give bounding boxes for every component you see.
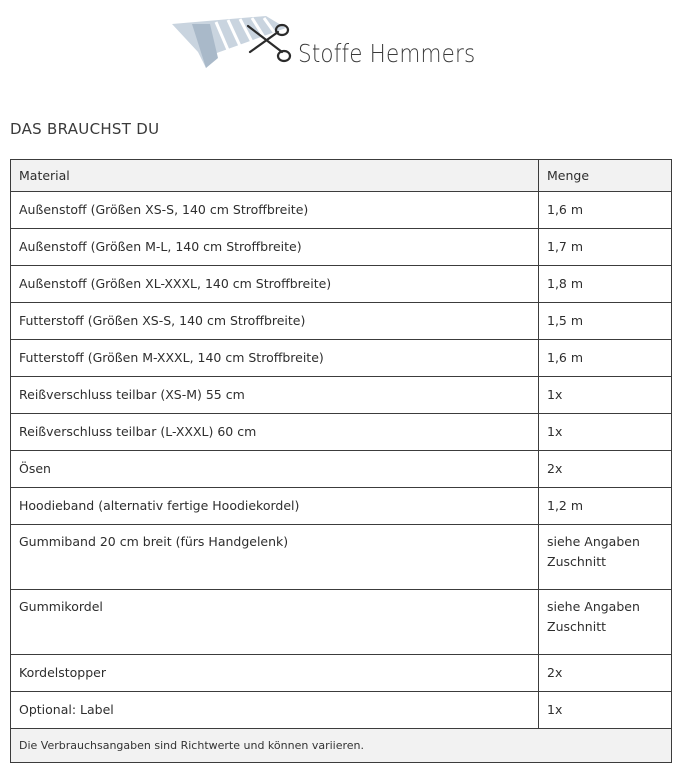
material-cell: Futterstoff (Größen M-XXXL, 140 cm Stroffbreite): [11, 340, 539, 377]
quantity-cell: 1x: [539, 377, 672, 414]
table-row: [11, 340, 672, 377]
table-row: [11, 655, 672, 692]
table-footnote: Die Verbrauchsangaben sind Richtwerte und können variieren.: [11, 729, 672, 763]
table-row: [11, 488, 672, 525]
quantity-cell: 1x: [539, 692, 672, 729]
quantity-cell: 1,6 m: [539, 340, 672, 377]
material-cell: Futterstoff (Größen XS-S, 140 cm Stroffbreite): [11, 303, 539, 340]
table-row: [11, 266, 672, 303]
quantity-cell: siehe Angaben Zuschnitt: [539, 525, 672, 590]
material-cell: Ösen: [11, 451, 539, 488]
column-header-material: Material: [11, 160, 539, 192]
quantity-cell: 2x: [539, 655, 672, 692]
table-row: [11, 229, 672, 266]
material-cell: Kordelstopper: [11, 655, 539, 692]
table-row: [11, 192, 672, 229]
quantity-cell: 1,7 m: [539, 229, 672, 266]
table-row: [11, 692, 672, 729]
table-row: [11, 377, 672, 414]
material-cell: Gummiband 20 cm breit (fürs Handgelenk): [11, 525, 539, 590]
material-cell: Gummikordel: [11, 590, 539, 655]
table-header-row: [11, 160, 672, 192]
material-cell: Außenstoff (Größen M-L, 140 cm Stroffbreite): [11, 229, 539, 266]
table-row: [11, 414, 672, 451]
table-row: [11, 303, 672, 340]
quantity-cell: siehe Angaben Zuschnitt: [539, 590, 672, 655]
column-header-quantity: Menge: [539, 160, 672, 192]
table-row: [11, 590, 672, 655]
materials-table: [10, 159, 672, 763]
material-cell: Reißverschluss teilbar (XS-M) 55 cm: [11, 377, 539, 414]
quantity-cell: 1,5 m: [539, 303, 672, 340]
material-cell: Hoodieband (alternativ fertige Hoodiekordel): [11, 488, 539, 525]
material-cell: Reißverschluss teilbar (L-XXXL) 60 cm: [11, 414, 539, 451]
brand-name: Stoffe Hemmers: [298, 39, 476, 68]
quantity-cell: 1,8 m: [539, 266, 672, 303]
quantity-cell: 2x: [539, 451, 672, 488]
brand-logo[interactable]: [170, 12, 476, 74]
material-cell: Optional: Label: [11, 692, 539, 729]
quantity-cell: 1,2 m: [539, 488, 672, 525]
material-cell: Außenstoff (Größen XS-S, 140 cm Stroffbreite): [11, 192, 539, 229]
table-row: [11, 451, 672, 488]
table-footer-row: [11, 729, 672, 763]
logo-fabric-icon: [170, 12, 305, 74]
table-row: [11, 525, 672, 590]
quantity-cell: 1,6 m: [539, 192, 672, 229]
section-title: DAS BRAUCHST DU: [10, 120, 160, 138]
quantity-cell: 1x: [539, 414, 672, 451]
material-cell: Außenstoff (Größen XL-XXXL, 140 cm Stroffbreite): [11, 266, 539, 303]
